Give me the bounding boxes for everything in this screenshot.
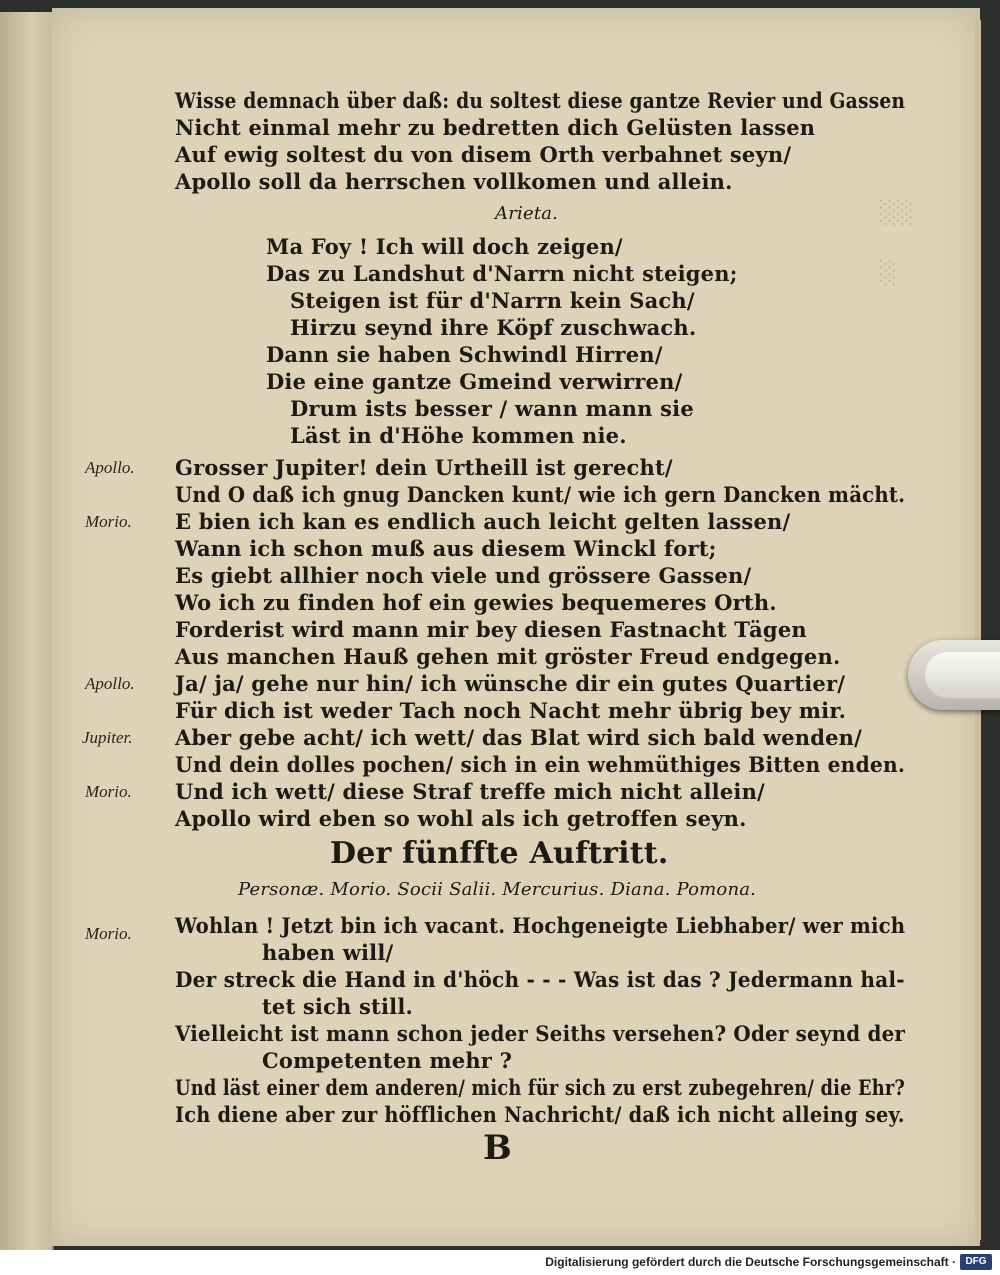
left-page-edge [0,12,54,1250]
dialogue-line: Und dein dolles pochen/ sich in ein wehmüthiges Bitten enden. [175,752,906,777]
dialogue-line: Wann ich schon muß aus diesem Winckl fort; [175,536,717,561]
page-edge [975,20,981,1240]
dialogue-line: Und läst einer dem anderen/ mich für sich zu erst zubegehren/ die Ehr? [175,1075,906,1100]
dialogue-line: Forderist wird mann mir bey diesen Fastnacht Tägen [175,617,807,642]
personae-line: Personæ. Morio. Socii Salii. Mercurius. Diana. Pomona. [238,879,757,900]
verse-line: Die eine gantze Gmeind verwirren/ [266,369,683,394]
dialogue-line: Aus manchen Hauß gehen mit gröster Freud endgegen. [175,644,841,669]
verse-line: Das zu Landshut d'Narrn nicht steigen; [266,261,738,286]
bleed-through: ░░ [880,200,914,226]
dialogue-line: Für dich ist weder Tach noch Nacht mehr übrig bey mir. [175,698,847,723]
dialogue-line: E bien ich kan es endlich auch leicht gelten lassen/ [175,509,791,534]
scene-heading: Der fünffte Auftritt. [330,836,669,871]
dialogue-line: Aber gebe acht/ ich wett/ das Blat wird sich bald wenden/ [175,725,863,750]
dialogue-line: tet sich still. [262,994,414,1019]
speaker-label: Apollo. [85,674,135,693]
dialogue-line: Ich diene aber zur höfflichen Nachricht/ daß ich nicht alleing sey. [175,1102,905,1127]
clip-inner [925,652,1000,698]
footer-bar [0,1250,1000,1275]
verse-line: Steigen ist für d'Narrn kein Sach/ [290,288,695,313]
dialogue-line: Ja/ ja/ gehe nur hin/ ich wünsche dir ein gutes Quartier/ [175,671,846,696]
speaker-label: Morio. [85,512,132,531]
dialogue-line: haben will/ [262,940,394,965]
text-line: Nicht einmal mehr zu bedretten dich Gelüsten lassen [175,115,816,140]
verse-line: Dann sie haben Schwindl Hirren/ [266,342,663,367]
footer-credit: Digitalisierung gefördert durch die Deutsche Forschungsgemeinschaft · [545,1255,956,1269]
verse-line: Drum ists besser / wann mann sie [290,396,694,421]
dialogue-line: Grosser Jupiter! dein Urtheill ist gerecht/ [175,455,673,480]
verse-line: Hirzu seynd ihre Köpf zuschwach. [290,315,697,340]
dfg-logo[interactable]: DFG [960,1254,992,1270]
signature-mark: B [483,1128,512,1168]
text-line: Wisse demnach über daß: du soltest diese gantze Revier und Gassen [175,88,906,113]
verse-line: Läst in d'Höhe kommen nie. [290,423,627,448]
dialogue-line: Und ich wett/ diese Straf treffe mich nicht allein/ [175,779,765,804]
speaker-label: Morio. [85,924,132,943]
dialogue-line: Vielleicht ist mann schon jeder Seiths versehen? Oder seynd der [175,1021,906,1046]
text-line: Apollo soll da herrschen vollkomen und allein. [175,169,733,194]
dialogue-line: Competenten mehr ? [262,1048,513,1073]
dialogue-line: Wo ich zu finden hof ein gewies bequemeres Orth. [175,590,777,615]
dialogue-line: Der streck die Hand in d'höch - - - Was ist das ? Jedermann hal- [175,967,905,992]
verse-line: Ma Foy ! Ich will doch zeigen/ [266,234,623,259]
speaker-label: Morio. [85,782,132,801]
text-line: Auf ewig soltest du von disem Orth verbahnet seyn/ [175,142,792,167]
speaker-label: Jupiter. [82,728,133,747]
dialogue-line: Wohlan ! Jetzt bin ich vacant. Hochgeneigte Liebhaber/ wer mich [175,913,906,938]
dialogue-line: Es giebt allhier noch viele und grössere Gassen/ [175,563,752,588]
dialogue-line: Apollo wird eben so wohl als ich getroffen seyn. [175,806,747,831]
dialogue-line: Und O daß ich gnug Dancken kunt/ wie ich gern Dancken mächt. [175,482,906,507]
section-label: Arieta. [495,203,559,224]
speaker-label: Apollo. [85,458,135,477]
bleed-through: ░ [880,260,897,286]
